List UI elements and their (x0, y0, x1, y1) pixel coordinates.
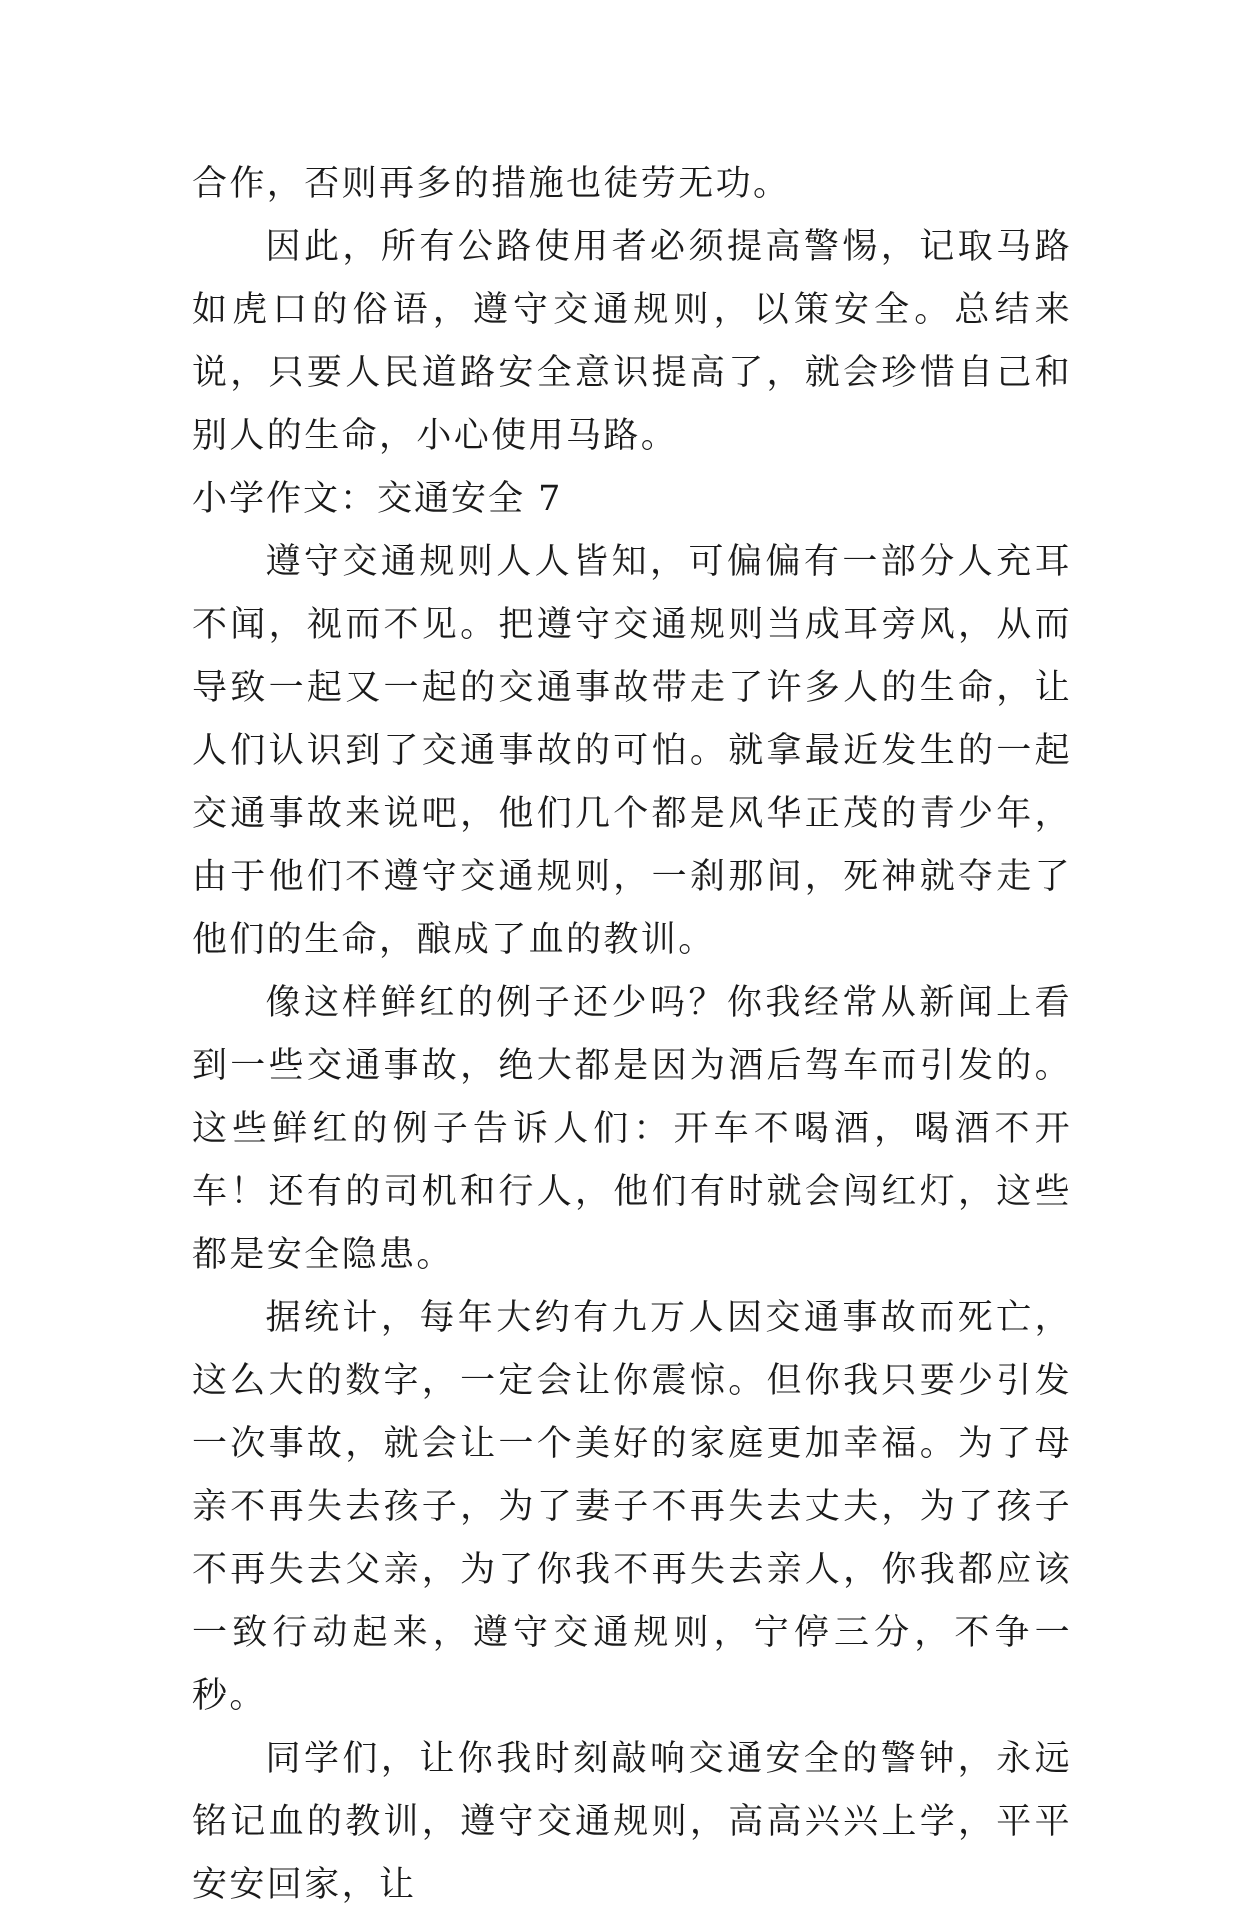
paragraph-examples: 像这样鲜红的例子还少吗？你我经常从新闻上看到一些交通事故，绝大都是因为酒后驾车而引发的。这些鲜红的例子告诉人们：开车不喝酒，喝酒不开车！还有的司机和行人，他们有时就会闯红灯，这些都是安全隐患。 (192, 983, 1072, 1275)
paragraph-statistics: 据统计，每年大约有九万人因交通事故而死亡，这么大的数字，一定会让你震惊。但你我只要少引发一次事故，就会让一个美好的家庭更加幸福。为了母亲不再失去孩子，为了妻子不再失去丈夫，为了孩子不再失去父亲，为了你我不再失去亲人，你我都应该一致行动起来，遵守交通规则，宁停三分，不争一秒。 (192, 1298, 1072, 1716)
paragraph-continuation: 合作，否则再多的措施也徒劳无功。 (192, 164, 791, 204)
paragraph-intro: 遵守交通规则人人皆知，可偏偏有一部分人充耳不闻，视而不见。把遵守交通规则当成耳旁风，从而导致一起又一起的交通事故带走了许多人的生命，让人们认识到了交通事故的可怕。就拿最近发生的一起交通事故来说吧，他们几个都是风华正茂的青少年，由于他们不遵守交通规则，一刹那间，死神就夺走了他们的生命，酿成了血的教训。 (192, 542, 1072, 960)
paragraph-closing: 同学们，让你我时刻敲响交通安全的警钟，永远铭记血的教训，遵守交通规则，高高兴兴上学，平平安安回家，让 (192, 1739, 1072, 1905)
paragraph-conclusion: 因此，所有公路使用者必须提高警惕，记取马路如虎口的俗语，遵守交通规则，以策安全。总结来说，只要人民道路安全意识提高了，就会珍惜自己和别人的生命，小心使用马路。 (192, 227, 1072, 456)
document-body (192, 153, 1072, 1917)
section-heading: 小学作文：交通安全 7 (192, 479, 563, 519)
